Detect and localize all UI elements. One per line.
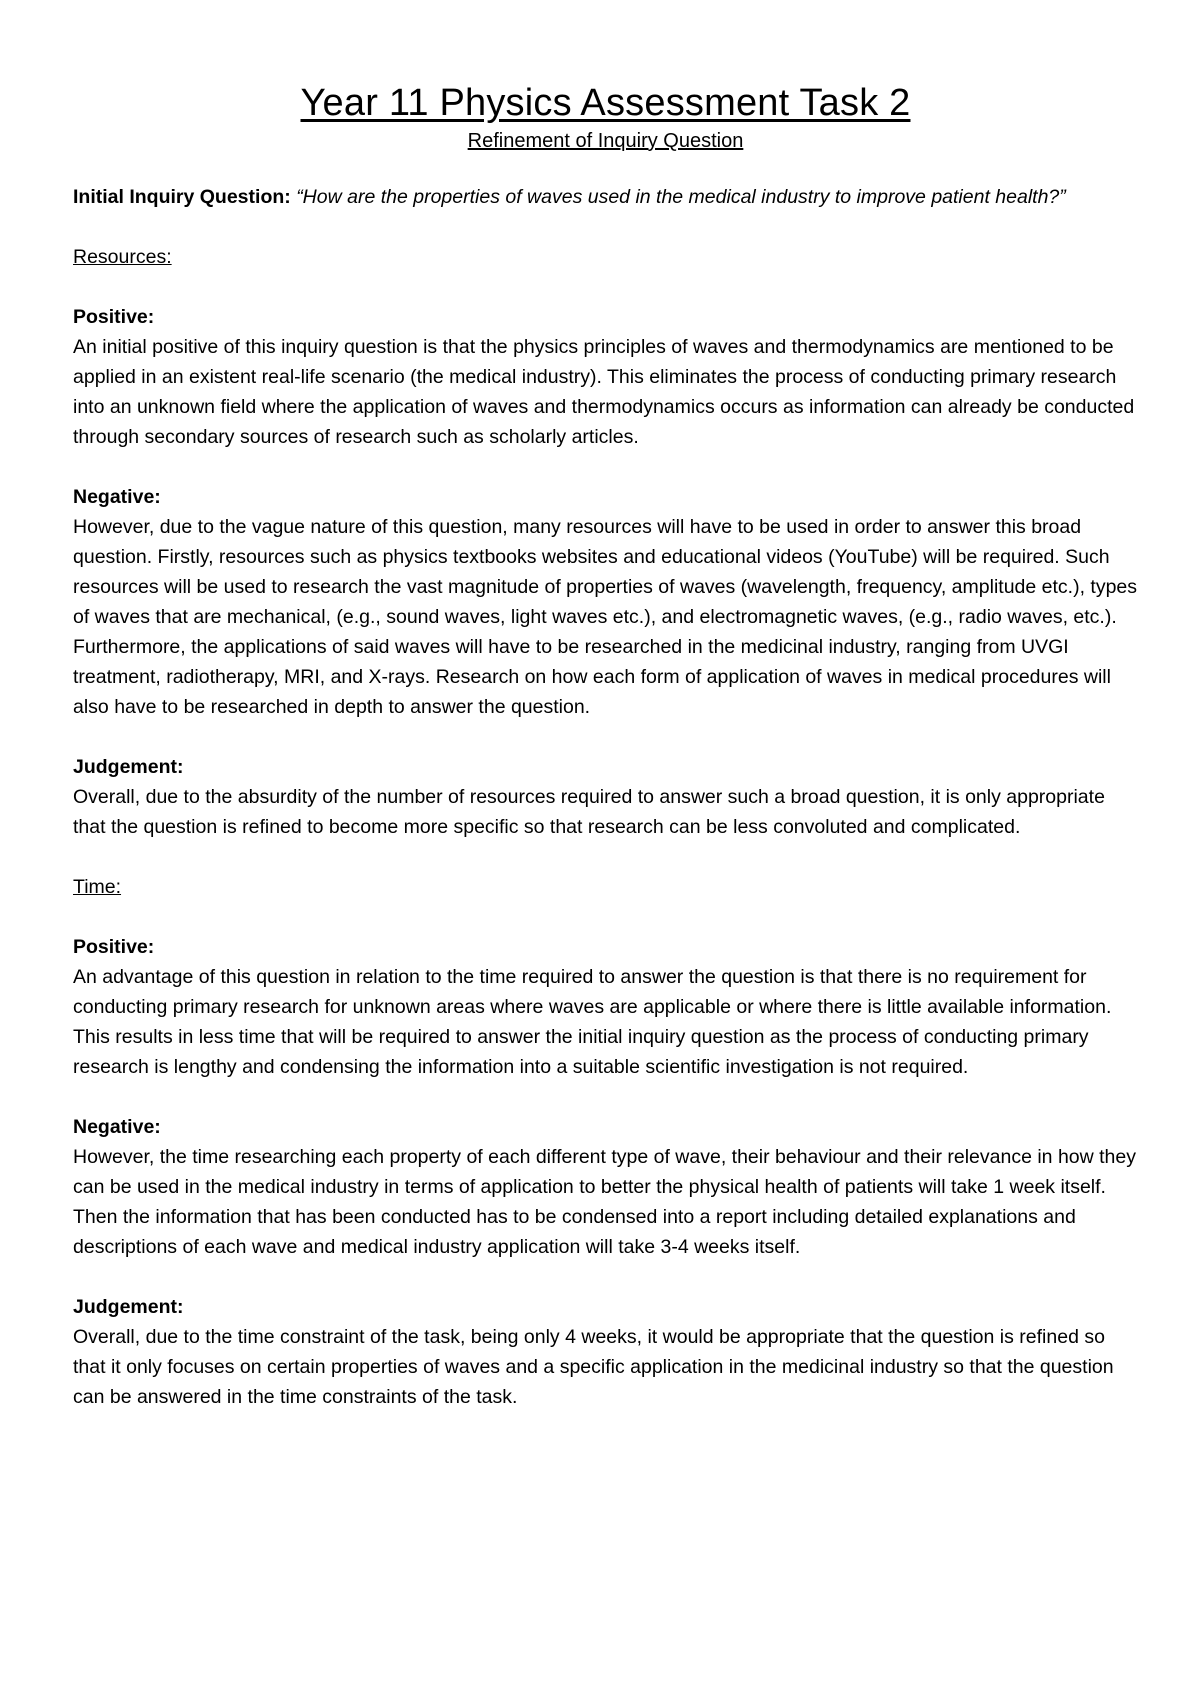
time-negative-text: However, the time researching each property of each different type of wave, their behaviour and their relevance in how they can be used in the medical industry in terms of application to better the physical health of patients will take 1 week itself. Then the information that has been conducted has to be condensed into a report including detailed explanations and descriptions of each wave and medical industry application will take 3-4 weeks itself. [73,1146,1136,1258]
resources-positive-text: An initial positive of this inquiry question is that the physics principles of waves and thermodynamics are mentioned to be applied in an existent real-life scenario (the medical industry). This eliminates the process of conducting primary research into an unknown field where the application of waves and thermodynamics occurs as information can already be conducted through secondary sources of research such as scholarly articles. [73,336,1135,448]
document-title: Year 11 Physics Assessment Task 2 [300,82,911,124]
document-page [73,78,1138,1412]
resources-negative-text: However, due to the vague nature of this question, many resources will have to be used in order to answer this broad question. Firstly, resources such as physics textbooks websites and educational videos (YouTube) will be required. Such resources will be used to research the vast magnitude of properties of waves (wavelength, frequency, amplitude etc.), types of waves that are mechanical, (e.g., sound waves, light waves etc.), and electromagnetic waves, (e.g., radio waves, etc.). Furthermore, the applications of said waves will have to be researched in the medicinal industry, ranging from UVGI treatment, radiotherapy, MRI, and X-rays. Research on how each form of application of waves in medical procedures will also have to be researched in depth to answer the question. [73,516,1138,718]
time-judgement-label: Judgement: [73,1296,184,1318]
time-positive-text: An advantage of this question in relation to the time required to answer the question is that there is no requirement for conducting primary research for unknown areas where waves are applicable or where there is little available information. This results in less time that will be required to answer the initial inquiry question as the process of conducting primary research is lengthy and condensing the information into a suitable scientific investigation is not required. [73,966,1112,1078]
document-subtitle: Refinement of Inquiry Question [467,130,744,152]
initial-question-label: Initial Inquiry Question: [73,186,291,208]
resources-judgement-text: Overall, due to the absurdity of the number of resources required to answer such a broad question, it is only appropriate that the question is refined to become more specific so that research can be less convoluted and complicated. [73,786,1105,838]
resources-positive-label: Positive: [73,306,155,328]
initial-inquiry-question [73,182,1138,212]
resources-judgement-label: Judgement: [73,756,184,778]
initial-question-text: “How are the properties of waves used in the medical industry to improve patient health?” [296,186,1066,208]
section-heading-time: Time: [73,876,122,898]
time-negative-label: Negative: [73,1116,161,1138]
time-positive-label: Positive: [73,936,155,958]
time-judgement-text: Overall, due to the time constraint of the task, being only 4 weeks, it would be appropriate that the question is refined so that it only focuses on certain properties of waves and a specific application in the medicinal industry so that the question can be answered in the time constraints of the task. [73,1326,1114,1408]
section-heading-resources: Resources: [73,246,172,268]
resources-negative-label: Negative: [73,486,161,508]
